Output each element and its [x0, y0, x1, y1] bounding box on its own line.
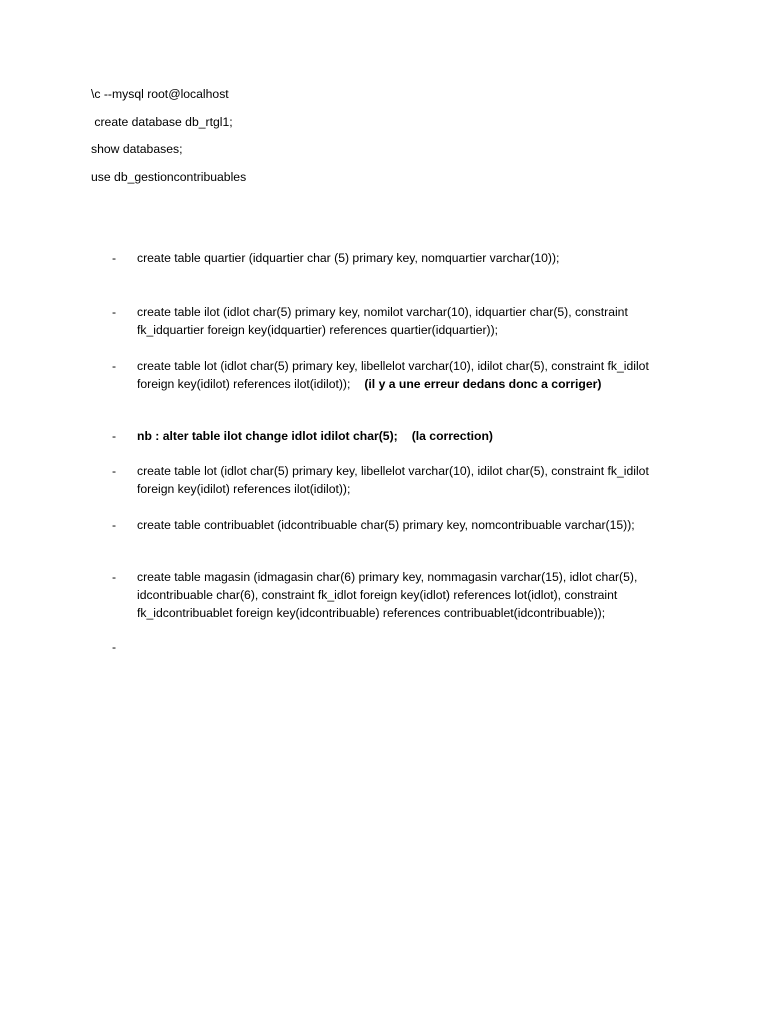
- bullet-dash: -: [112, 429, 117, 443]
- bullet-dash: -: [112, 518, 117, 532]
- bullet-dash: -: [112, 570, 117, 584]
- intro-line-use-database: use db_gestioncontribuables: [91, 170, 247, 184]
- list-item-text: create table lot (idlot char(5) primary key, libellelot varchar(10), idilot char(5), constraint fk_idilot foreign key(idilot) references ilot(idilot));: [137, 359, 649, 391]
- list-item-text-block: [137, 357, 677, 393]
- intro-line-show-databases: show databases;: [91, 142, 183, 156]
- intro-line-create-database: create database db_rtgl1;: [91, 115, 233, 129]
- bullet-dash: -: [112, 640, 117, 654]
- list-item-text: create table quartier (idquartier char (5) primary key, nomquartier varchar(10));: [137, 251, 560, 265]
- list-item-text: create table lot (idlot char(5) primary key, libellelot varchar(10), idilot char(5), constraint fk_idilot foreign key(idilot) references ilot(idilot));: [137, 464, 649, 496]
- error-note: (il y a une erreur dedans donc a corriger): [364, 377, 602, 391]
- bullet-dash: -: [112, 359, 117, 373]
- intro-line-connect: \c --mysql root@localhost: [91, 87, 229, 101]
- list-item-text: create table magasin (idmagasin char(6) primary key, nommagasin varchar(15), idlot char(5), idcontribuable char(6), constraint fk_idlot foreign key(idlot) references lot(idlot), constraint fk_idcontribuablet foreign key(idcontribuable) references contribuablet(idcontribuable));: [137, 570, 638, 620]
- correction-statement: nb : alter table ilot change idlot idilot char(5);: [137, 429, 398, 443]
- bullet-dash: -: [112, 305, 117, 319]
- list-item-text: create table ilot (idlot char(5) primary key, nomilot varchar(10), idquartier char(5), constraint fk_idquartier foreign key(idquartier) references quartier(idquartier));: [137, 305, 628, 337]
- correction-note: (la correction): [411, 429, 493, 443]
- list-item-text-block: [137, 427, 677, 445]
- bullet-dash: -: [112, 251, 117, 265]
- list-item-text: create table contribuablet (idcontribuable char(5) primary key, nomcontribuable varchar(15));: [137, 518, 635, 532]
- bullet-dash: -: [112, 464, 117, 478]
